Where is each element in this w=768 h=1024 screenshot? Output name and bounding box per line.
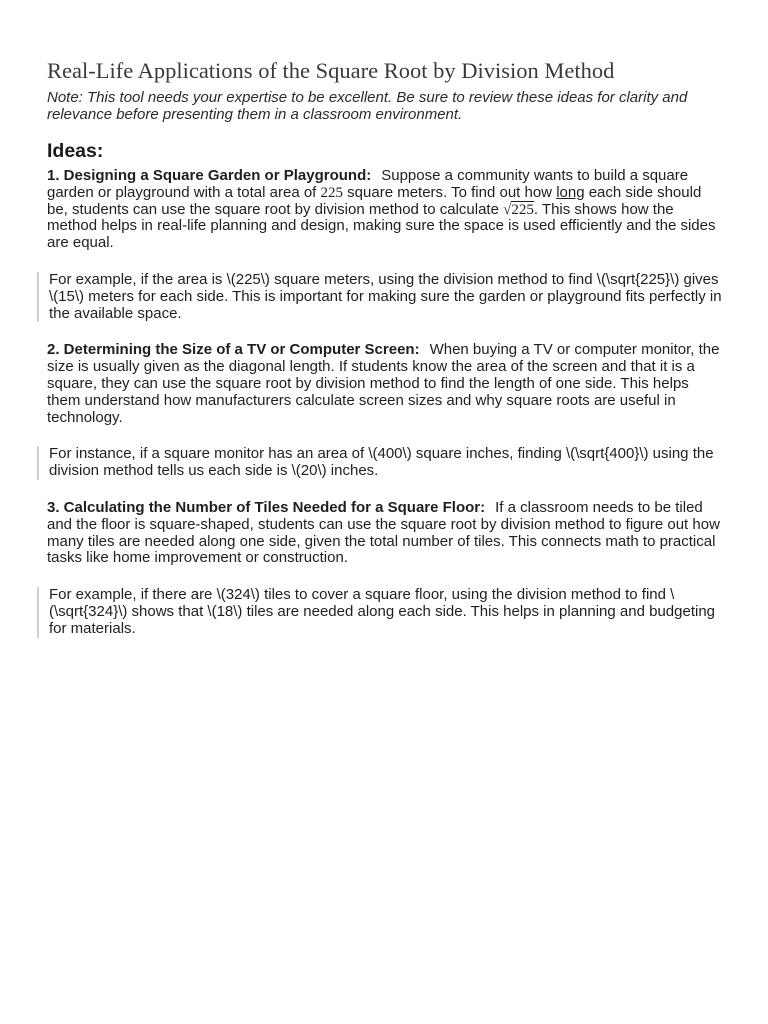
idea-1-sqrt-expression xyxy=(503,201,534,218)
page-title: Real-Life Applications of the Square Root by Division Method xyxy=(47,58,615,83)
idea-2-example-quote: For instance, if a square monitor has an area of \(400\) square inches, finding \(\sqrt{400}\) using the division method tells us each side is \(20\) inches. xyxy=(37,446,723,480)
idea-3-paragraph xyxy=(47,500,723,567)
idea-1-text-b: square meters. To find out how xyxy=(343,183,557,201)
idea-3-heading: 3. Calculating the Number of Tiles Needed for a Square Floor: xyxy=(47,498,486,516)
idea-1-underlined-word: long xyxy=(556,183,585,201)
idea-1-paragraph xyxy=(47,168,723,252)
idea-1-example-quote: For example, if the area is \(225\) square meters, using the division method to find \(\sqrt{225}\) gives \(15\) meters for each side. This is important for making sure the garden or playground fits perfectly in the available space. xyxy=(37,272,723,322)
idea-2-heading: 2. Determining the Size of a TV or Computer Screen: xyxy=(47,341,420,359)
idea-1-text-d: . This shows how the method helps in real-life planning and design, making sure the space is used efficiently and the sides are equal. xyxy=(47,200,716,252)
note-text: Note: This tool needs your expertise to be excellent. Be sure to review these ideas for clarity and relevance before presenting them in a classroom environment. xyxy=(47,89,688,123)
sqrt-radicand: 225 xyxy=(511,201,534,218)
idea-3-example-quote: For example, if there are \(324\) tiles to cover a square floor, using the division method to find \(\sqrt{324}\) shows that \(18\) tiles are needed along each side. This helps in planning and budgeting for materials. xyxy=(37,587,723,637)
sqrt-symbol: √ xyxy=(503,201,512,218)
idea-1-math-value: 225 xyxy=(320,184,344,201)
idea-1-text-a: Suppose a community wants to build a square garden or playground with a total area of xyxy=(47,167,689,201)
idea-1-heading: 1. Designing a Square Garden or Playground: xyxy=(47,167,372,184)
idea-1-text-c: each side should be, students can use the square root by division method to calculate xyxy=(47,183,702,218)
idea-3-text: If a classroom needs to be tiled and the floor is square-shaped, students can use the square root by division method to figure out how many tiles are needed along one side, given the total number of tiles. This connects math to practical tasks like home improvement or construction. xyxy=(47,498,720,567)
idea-2-text: When buying a TV or computer monitor, the size is usually given as the diagonal length. If students know the area of the screen and that it is a square, they can use the square root by division method to find the length of one side. This helps them understand how manufacturers calculate screen sizes and why square roots are useful in technology. xyxy=(47,341,720,426)
idea-2-paragraph xyxy=(47,342,723,426)
ideas-heading: Ideas: xyxy=(47,140,104,162)
document-page xyxy=(47,56,723,658)
